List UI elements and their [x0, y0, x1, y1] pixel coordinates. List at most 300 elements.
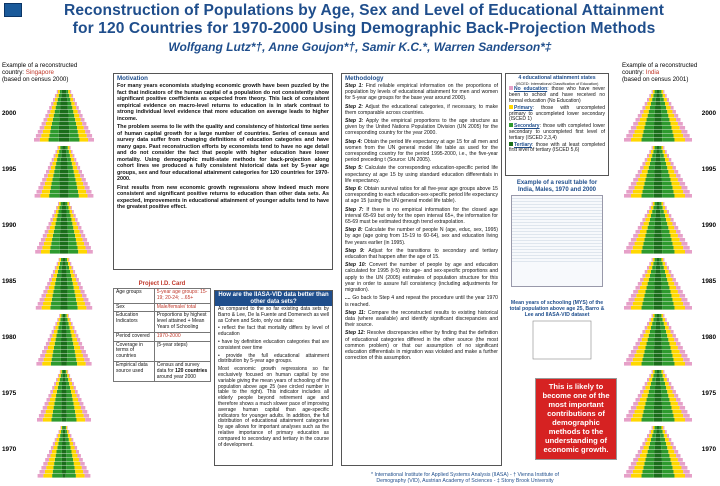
pyramid-bar-male [36, 134, 41, 138]
pyramid-bar-female [66, 454, 72, 458]
pyramid-bar-male [62, 418, 64, 422]
pyramid-bar-female [669, 158, 672, 162]
pyramid-bar-male [633, 402, 638, 406]
pyramid-bar-male [62, 466, 64, 470]
category-item [506, 105, 608, 123]
example-table-heading: Example of a result table for India, Males, 1970 and 2000 [516, 180, 598, 193]
pyramid-bar-female [71, 390, 75, 394]
pyramid-bar-male [655, 218, 658, 222]
methodology-step [342, 295, 501, 309]
pyramid-bar-female [658, 234, 662, 238]
pyramid-bar-female [662, 458, 671, 462]
pyramid-bar-male [642, 330, 645, 334]
pyramid-bar-female [64, 454, 66, 458]
pyramid-bar-male [46, 170, 49, 174]
pyramid-bar-male [55, 154, 58, 158]
pyramid-bar-male [638, 458, 645, 462]
pyramid-bar-male [655, 274, 658, 278]
step-text: Obtain the period life expectancy at age 15 for all men and women from the UN general model life table as used for the corresponding country for the period 1995-2000, i.e., the five-year period preceding t (Source: UN 2005). [345, 138, 498, 164]
pyramid-bar-male [642, 394, 648, 398]
pyramid-bar-female [680, 182, 685, 186]
pyramid-year-label: 1970 [2, 446, 17, 453]
pyramid-bar-female [64, 194, 69, 198]
pyramid-bar-male [51, 102, 53, 106]
pyramid-bar-male [61, 154, 64, 158]
pyramid-bar-male [645, 162, 649, 166]
pyramid-bar-female [68, 110, 73, 114]
pyramid-bar-male [655, 278, 658, 282]
pyramid-bar-female [79, 342, 83, 346]
pyramid-bar-female [681, 298, 687, 302]
category-item [506, 123, 608, 141]
pyramid-bar-female [658, 362, 662, 366]
pyramid-bar-male [644, 462, 653, 466]
pyramid-bar-female [669, 118, 676, 122]
pyramid-bar-female [661, 270, 665, 274]
pyramid-bar-male [63, 258, 64, 262]
pyramid-bar-female [659, 202, 661, 206]
pyramid-bar-male [59, 374, 61, 378]
pyramid-bar-male [640, 286, 647, 290]
category-text: : those with uncompleted primary to uncompleted lower secondary (ISCED 1) [509, 104, 605, 123]
pyramid-bar-male [63, 430, 64, 434]
pyramid-bar-female [64, 326, 66, 330]
pyramid-bar-female [674, 418, 685, 422]
pyramid-bar-female [660, 430, 663, 434]
pyramid-bar-male [50, 306, 60, 310]
pyramid-bar-female [81, 350, 85, 354]
pyramid-bar-male [53, 274, 57, 278]
methodology-step [342, 165, 501, 186]
pyramid-bar-female [658, 374, 660, 378]
pyramid-bar-male [60, 430, 62, 434]
pyramid-bar-male [631, 294, 636, 298]
category-item [506, 86, 608, 104]
pyramid-bar-male [59, 438, 62, 442]
pyramid-bar-male [49, 402, 55, 406]
pyramid-bar-male [652, 90, 653, 94]
pyramid-bar-female [76, 278, 79, 282]
pyramid-bar-male [45, 238, 52, 242]
pyramid-bar-male [642, 138, 654, 142]
pyramid-bar-female [676, 286, 680, 290]
pyramid-bar-male [653, 318, 656, 322]
pyramid-bar-male [48, 338, 51, 342]
pyramid-bar-male [58, 262, 60, 266]
pyramid-bar-female [658, 194, 662, 198]
pyramid-bar-male [56, 454, 62, 458]
pyramid-bar-male [656, 94, 658, 98]
pyramid-bar-male [52, 354, 61, 358]
pyramid-bar-male [629, 298, 635, 302]
pyramid-bar-male [657, 314, 658, 318]
pyramid-bar-female [660, 98, 664, 102]
pyramid-bar-male [60, 242, 64, 246]
pyramid-bar-female [64, 334, 67, 338]
pyramid-bar-male [654, 290, 658, 294]
pyramid-bar-female [658, 178, 662, 182]
pyramid-bar-female [69, 118, 75, 122]
category-text: : those with completed lower secondary to uncompleted first level of tertiary (ISCED 2,3,4) [509, 123, 605, 141]
pyramid-bar-male [60, 262, 62, 266]
pyramid-bar-female [678, 234, 683, 238]
pyramid-bar-male [60, 290, 64, 294]
pyramid-bar-male [640, 390, 643, 394]
pyramid-bar-female [70, 270, 73, 274]
pyramid-bar-female [69, 146, 70, 150]
pyramid-bar-female [68, 318, 70, 322]
pyramid-bar-female [76, 474, 85, 478]
pyramid-bar-female [67, 398, 73, 402]
pyramid-bar-male [42, 190, 50, 194]
row-label: Education Indicators [114, 312, 155, 332]
pyramid-bar-female [64, 154, 67, 158]
pyramid-bar-male [47, 110, 50, 114]
pyramid-bar-male [649, 94, 651, 98]
pyramid-bar-male [655, 270, 658, 274]
pyramid-bar-female [665, 94, 667, 98]
pyramid-bar-male [51, 338, 56, 342]
pyramid-bar-male [642, 194, 654, 198]
pyramid-bar-female [68, 242, 77, 246]
population-pyramid [618, 424, 698, 478]
pyramid-bar-female [672, 222, 675, 226]
pyramid-bar-female [671, 122, 678, 126]
population-pyramid [24, 256, 104, 310]
pyramid-bar-female [68, 114, 74, 118]
pyramid-bar-female [78, 110, 81, 114]
pyramid-bar-female [70, 326, 73, 330]
pyramid-bar-male [59, 258, 60, 262]
pyramid-bar-male [651, 158, 655, 162]
pyramid-bar-female [667, 222, 672, 226]
pyramid-bar-female [658, 210, 660, 214]
population-pyramid [618, 312, 698, 366]
pyramid-bar-male [44, 298, 51, 302]
pyramid-bar-female [72, 278, 76, 282]
pyramid-bar-male [651, 102, 655, 106]
pyramid-bar-male [55, 438, 57, 442]
pyramid-bar-male [50, 282, 55, 286]
pyramid-bar-male [54, 402, 61, 406]
pyramid-bar-female [65, 258, 67, 262]
pyramid-bar-male [52, 158, 54, 162]
pyramid-bar-male [55, 398, 61, 402]
pyramid-bar-female [64, 186, 69, 190]
pyramid-bar-male [655, 214, 658, 218]
pyramid-bar-female [75, 390, 78, 394]
pyramid-bar-male [642, 190, 653, 194]
pyramid-bar-male [644, 182, 653, 186]
pyramid-bar-female [662, 398, 670, 402]
project-card [113, 280, 211, 432]
pyramid-bar-female [84, 126, 89, 130]
pyramid-bar-male [642, 274, 645, 278]
pyramid-bar-male [59, 318, 61, 322]
pyramid-bar-male [653, 202, 655, 206]
pyramid-bar-female [659, 90, 661, 94]
pyramid-bar-female [672, 182, 680, 186]
pyramid-bar-female [661, 146, 663, 150]
pyramid-bar-male [638, 450, 642, 454]
pyramid-bar-male [651, 382, 655, 386]
pyramid-bar-female [74, 386, 76, 390]
pyramid-bar-female [77, 166, 80, 170]
pyramid-bar-male [656, 266, 658, 270]
pyramid-bar-male [631, 182, 636, 186]
pyramid-bar-female [662, 246, 673, 250]
pyramid-bar-female [669, 102, 672, 106]
pyramid-bar-female [669, 342, 676, 346]
pyramid-bar-male [47, 350, 54, 354]
pyramid-bar-female [64, 342, 67, 346]
row-value: 5-year age groups: 15-19; 20-24; ...65+ [154, 289, 210, 304]
pyramid-bar-male [60, 170, 64, 174]
pyramid-bar-female [64, 430, 65, 434]
pyramid-bar-female [658, 302, 662, 306]
pyramid-bar-male [54, 214, 57, 218]
pyramid-bar-female [64, 314, 65, 318]
pyramid-bar-male [56, 438, 59, 442]
pyramid-bar-male [44, 174, 48, 178]
pyramid-bar-male [44, 242, 51, 246]
pyramid-bar-female [64, 258, 65, 262]
pyramid-bar-male [636, 238, 644, 242]
pyramid-bar-female [72, 382, 74, 386]
pyramid-bar-male [58, 210, 61, 214]
pyramid-bar-male [55, 282, 61, 286]
pyramid-bar-female [658, 386, 661, 390]
pyramid-bar-female [71, 274, 75, 278]
pyramid-bar-male [645, 106, 649, 110]
pyramid-bar-male [645, 102, 648, 106]
pyramid-bar-male [37, 418, 43, 422]
pyramid-bar-male [652, 210, 656, 214]
pyramid-bar-male [654, 126, 658, 130]
pyramid-bar-female [69, 126, 77, 130]
pyramid-bar-male [61, 402, 64, 406]
pyramid-bar-female [67, 218, 71, 222]
pyramid-bar-female [65, 430, 67, 434]
pyramid-bar-male [653, 370, 655, 374]
pyramid-bar-female [76, 334, 79, 338]
pyramid-bar-female [64, 178, 68, 182]
pyramid-bar-male [58, 98, 61, 102]
pyramid-bar-female [663, 150, 665, 154]
pyramid-bar-male [38, 302, 43, 306]
pyramid-bar-male [633, 234, 638, 238]
pyramid-bar-female [64, 94, 67, 98]
pyramid-bar-female [65, 370, 66, 374]
pyramid-bar-male [61, 282, 64, 286]
pyramid-bar-female [64, 446, 66, 450]
table-row [114, 341, 211, 361]
pyramid-bar-male [642, 250, 654, 254]
pyramid-bar-male [642, 170, 648, 174]
pyramid-bar-male [51, 274, 53, 278]
pyramid-bar-male [654, 462, 658, 466]
pyramid-bar-female [669, 398, 676, 402]
pyramid-bar-female [665, 270, 669, 274]
pyramid-bar-male [53, 442, 55, 446]
pyramid-bar-male [62, 438, 64, 442]
pyramid-bar-female [66, 90, 68, 94]
pyramid-bar-male [45, 470, 53, 474]
pyramid-bar-male [635, 130, 644, 134]
pyramid-bar-male [62, 206, 64, 210]
pyramid-bar-female [68, 106, 73, 110]
pyramid-bar-female [81, 118, 85, 122]
pyramid-bar-female [671, 402, 678, 406]
pyramid-bar-female [667, 166, 672, 170]
categories-heading: 4 educational attainment states [518, 75, 596, 81]
pyramid-bar-female [72, 450, 77, 454]
pyramid-bar-male [40, 182, 44, 186]
pyramid-bar-female [70, 386, 73, 390]
pyramid-bar-female [74, 170, 79, 174]
pyramid-bar-female [65, 374, 67, 378]
pyramid-bar-male [53, 470, 62, 474]
pyramid-bar-male [57, 378, 59, 382]
pyramid-bar-female [64, 442, 66, 446]
pyramid-bar-female [85, 474, 91, 478]
pyramid-year-label: 1975 [701, 390, 716, 397]
pyramid-bar-female [674, 474, 685, 478]
pyramid-bar-male [656, 210, 658, 214]
pyramid-bar-female [658, 266, 660, 270]
pyramid-bar-male [49, 170, 54, 174]
pyramid-bar-female [64, 458, 66, 462]
pyramid-bar-female [66, 370, 67, 374]
pyramid-bar-female [658, 238, 662, 242]
pyramid-bar-male [640, 110, 643, 114]
pyramid-bar-female [671, 234, 678, 238]
pyramid-bar-male [644, 126, 653, 130]
pyramid-bar-female [81, 290, 85, 294]
pyramid-bar-female [64, 202, 66, 206]
pyramid-bar-female [671, 162, 674, 166]
pyramid-bar-female [70, 262, 71, 266]
pyramid-bar-female [658, 358, 662, 362]
pyramid-bar-male [60, 206, 62, 210]
education-categories-panel [505, 73, 609, 176]
pyramid-bar-male [59, 202, 61, 206]
pyramid-bar-male [649, 278, 655, 282]
pyramid-bar-female [658, 166, 661, 170]
pyramid-bar-male [633, 458, 638, 462]
pyramid-bar-male [56, 210, 59, 214]
pyramid-bar-female [64, 138, 69, 142]
pyramid-bar-female [72, 438, 74, 442]
pyramid-bar-female [66, 210, 69, 214]
pyramid-bar-female [82, 410, 87, 414]
pyramid-bar-female [676, 230, 680, 234]
pyramid-bar-male [62, 462, 64, 466]
pyramid-bar-female [64, 406, 67, 410]
pyramid-bar-male [656, 430, 658, 434]
pyramid-bar-male [51, 222, 55, 226]
pyramid-bar-male [653, 146, 655, 150]
pyramid-bar-female [77, 222, 80, 226]
pyramid-bar-male [57, 390, 62, 394]
pyramid-bar-female [658, 286, 662, 290]
country-count: 120 countries [175, 367, 208, 374]
pyramid-bar-female [75, 102, 77, 106]
pyramid-bar-male [650, 218, 655, 222]
pyramid-bar-female [69, 266, 71, 270]
pyramid-bar-female [74, 230, 79, 234]
pyramid-bar-male [63, 370, 64, 374]
pyramid-bar-female [64, 146, 66, 150]
pyramid-bar-female [658, 202, 659, 206]
pyramid-bar-female [664, 322, 667, 326]
pyramid-bar-male [52, 178, 59, 182]
pyramid-bar-male [654, 402, 658, 406]
pyramid-bar-female [66, 474, 76, 478]
pyramid-bar-female [69, 318, 70, 322]
pyramid-bar-female [66, 390, 71, 394]
pyramid-bar-male [655, 110, 658, 114]
pyramid-bar-female [666, 162, 670, 166]
pyramid-bar-female [68, 262, 70, 266]
pyramid-bar-female [69, 130, 78, 134]
pyramid-bar-male [636, 174, 640, 178]
pyramid-bar-female [669, 270, 672, 274]
pyramid-bar-female [658, 110, 661, 114]
pyramid-bar-male [36, 306, 42, 310]
pyramid-bar-female [658, 170, 662, 174]
pyramid-bar-male [36, 362, 42, 366]
pyramid-bar-male [61, 354, 64, 358]
methodology-steps [342, 83, 501, 363]
pyramid-bar-female [73, 166, 77, 170]
step-text: Find reliable empirical information on the proportions of population by levels of educational attainment for men and women for 5-year age groups for the base year around 2000). [345, 83, 498, 102]
pyramid-bar-female [64, 358, 67, 362]
pyramid-bar-male [644, 446, 649, 450]
pyramid-bar-female [69, 322, 71, 326]
pyramid-bar-female [67, 354, 76, 358]
pyramid-bar-male [58, 326, 61, 330]
pyramid-bar-female [68, 230, 74, 234]
pyramid-bar-male [656, 434, 658, 438]
pyramid-bar-male [56, 162, 60, 166]
pyramid-bar-male [640, 454, 647, 458]
pyramid-bar-female [66, 262, 68, 266]
pyramid-bar-male [63, 314, 64, 318]
pyramid-year-label: 1995 [2, 166, 17, 173]
methodology-step [342, 104, 501, 118]
pyramid-bar-female [674, 414, 684, 418]
pyramid-bar-male [61, 218, 64, 222]
pyramid-bar-female [78, 190, 86, 194]
step-label: Step 3: [345, 118, 366, 125]
pyramid-bar-male [638, 170, 642, 174]
pyramid-bar-female [662, 466, 672, 470]
pyramid-bar-male [649, 434, 652, 438]
pyramid-bar-male [642, 358, 653, 362]
pyramid-bar-female [68, 434, 70, 438]
pyramid-bar-female [659, 426, 661, 430]
pyramid-bar-male [643, 242, 653, 246]
pyramid-bar-male [645, 158, 648, 162]
pyramid-bar-male [651, 270, 655, 274]
category-swatch [509, 142, 513, 146]
pyramid-bar-female [658, 350, 662, 354]
pyramid-bar-male [650, 106, 655, 110]
pyramid-bar-female [64, 98, 67, 102]
pyramid-bar-male [655, 90, 657, 94]
pyramid-bar-female [66, 266, 69, 270]
